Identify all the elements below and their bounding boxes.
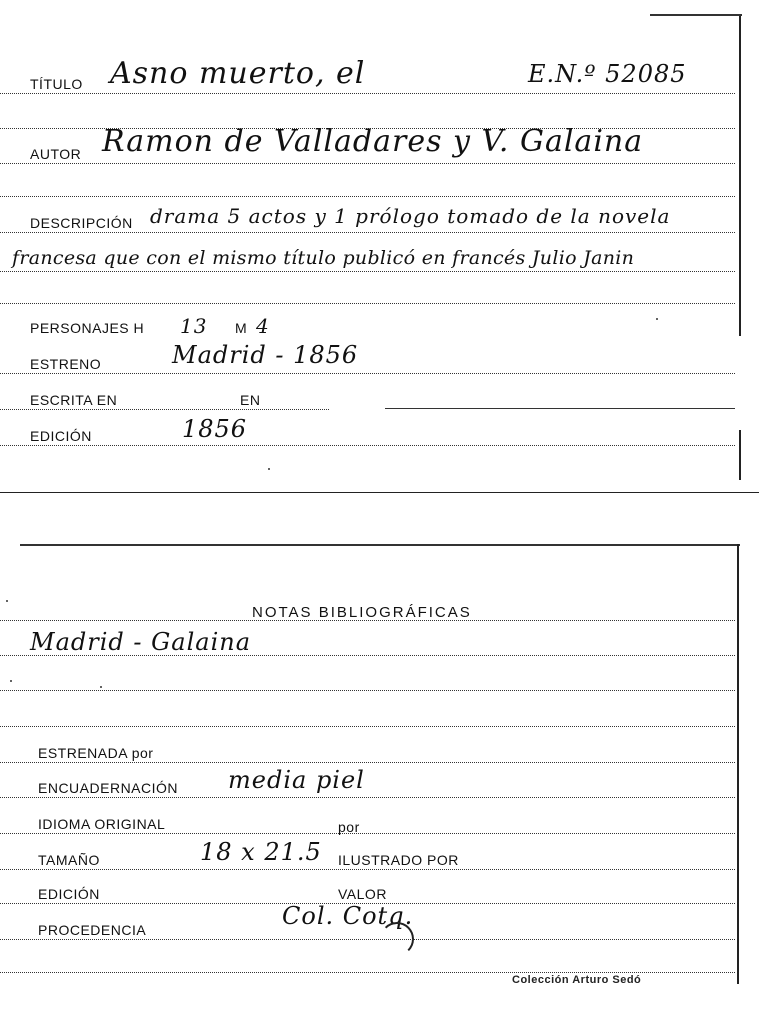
en-label: EN (240, 392, 261, 408)
estrenada-label: ESTRENADA por (38, 745, 154, 761)
escrita-rule-right (385, 408, 735, 409)
edicion-rule (0, 445, 735, 446)
blank-rule-3 (0, 303, 735, 304)
descripcion-line-2: francesa que con el mismo título publicó en francés Julio Janin (12, 247, 635, 269)
tamano-label: TAMAÑO (38, 852, 100, 868)
titulo-label: TÍTULO (30, 76, 83, 92)
descripcion-rule-1 (0, 232, 735, 233)
tamano-value: 18 x 21.5 (200, 838, 322, 866)
notas-heading: NOTAS BIBLIOGRÁFICAS (252, 604, 472, 621)
card-top-corner-border (650, 14, 742, 16)
titulo-rule (0, 93, 735, 94)
personajes-m-value: 4 (256, 314, 270, 338)
card-top-bottom-edge (0, 492, 759, 493)
notas-rule-2 (0, 690, 735, 691)
notas-rule-1 (0, 655, 735, 656)
escrita-rule-left (0, 409, 329, 410)
estrenada-rule (0, 762, 735, 763)
personajes-label: PERSONAJES H (30, 320, 145, 336)
personajes-h-value: 13 (180, 314, 208, 338)
idioma-rule (0, 833, 735, 834)
procedencia-label: PROCEDENCIA (38, 922, 147, 938)
idioma-por-label: por (338, 819, 360, 835)
encuadernacion-value: media piel (228, 766, 365, 794)
ilustrado-label: ILUSTRADO POR (338, 852, 459, 868)
card-bottom-top-border (20, 544, 740, 546)
descripcion-label: DESCRIPCIÓN (30, 215, 133, 231)
estreno-value: Madrid - 1856 (172, 341, 359, 369)
valor-label: VALOR (338, 886, 387, 902)
idioma-label: IDIOMA ORIGINAL (38, 816, 166, 832)
paper-speck (268, 468, 270, 470)
edicion-label: EDICIÓN (30, 428, 92, 444)
paper-speck (6, 600, 8, 602)
card-bottom-right-border (737, 544, 739, 984)
escrita-label: ESCRITA EN (30, 392, 118, 408)
notas-value: Madrid - Galaina (30, 628, 252, 656)
card-top-right-border-lower (739, 430, 741, 480)
descripcion-rule-2 (0, 271, 735, 272)
encuadernacion-rule (0, 797, 735, 798)
encuadernacion-label: ENCUADERNACIÓN (38, 780, 179, 796)
paper-speck (656, 318, 658, 320)
autor-value: Ramon de Valladares y V. Galaina (102, 124, 644, 159)
card-top-right-border (739, 14, 741, 336)
descripcion-line-1: drama 5 actos y 1 prólogo tomado de la novela (150, 204, 671, 228)
procedencia-rule (0, 939, 735, 940)
paper-speck (10, 680, 12, 682)
paper-speck (100, 686, 102, 688)
personajes-m-label: M (235, 320, 248, 336)
entry-number: E.N.º 52085 (528, 60, 687, 88)
catalog-card-bottom (0, 540, 759, 1028)
collection-credit: Colección Arturo Sedó (512, 974, 642, 986)
catalog-card-top (0, 0, 759, 494)
estreno-label: ESTRENO (30, 356, 102, 372)
estreno-rule (0, 373, 735, 374)
blank-rule-2 (0, 196, 735, 197)
edicion-value: 1856 (182, 415, 248, 443)
titulo-value: Asno muerto, el (110, 56, 366, 91)
edicion-bottom-label: EDICIÓN (38, 886, 100, 902)
autor-rule (0, 163, 735, 164)
procedencia-value: Col. Cotq. (282, 902, 414, 930)
blank-rule-bottom (0, 972, 735, 973)
autor-label: AUTOR (30, 146, 82, 162)
notas-rule-3 (0, 726, 735, 727)
tamano-rule (0, 869, 735, 870)
notas-heading-rule (0, 620, 735, 621)
